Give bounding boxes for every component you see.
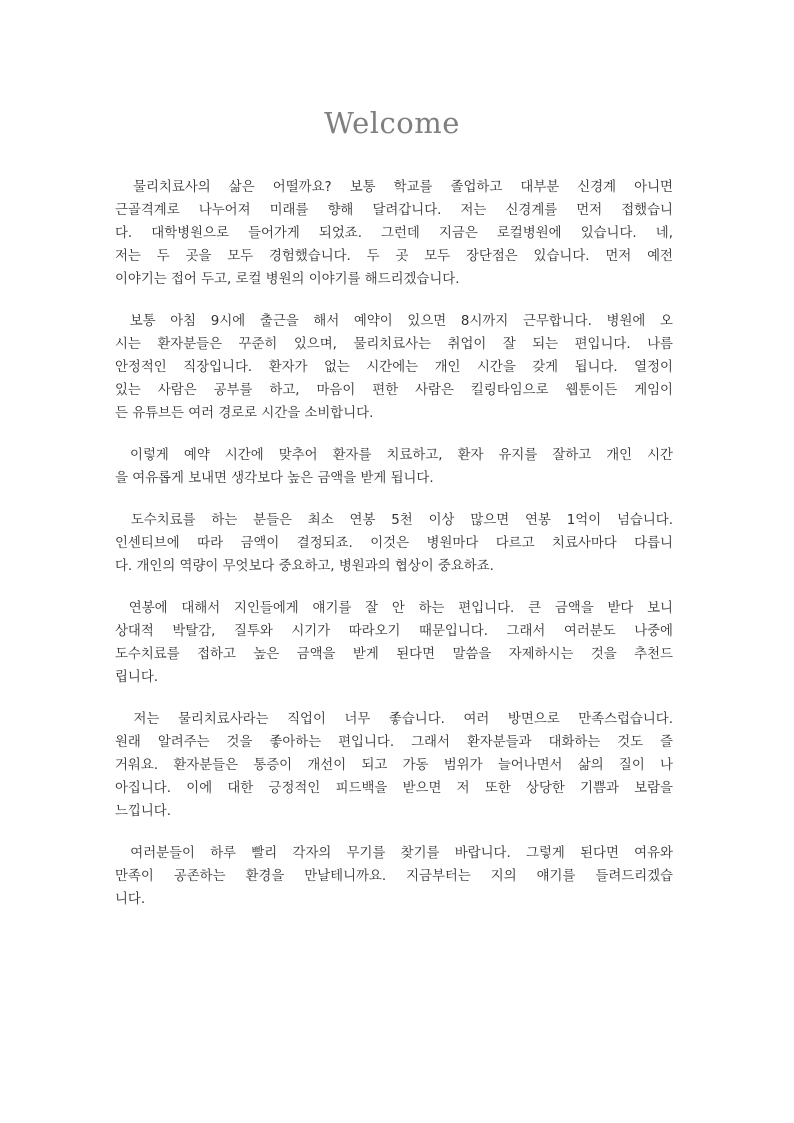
text-line: 니다. [115,892,146,907]
text-line: 연봉에 대해서 지인들에게 얘기를 잘 안 하는 편입니다. 큰 금액을 받다 보니 [115,601,673,616]
text-line: 보통 아침 9시에 출근을 해서 예약이 있으면 8시까지 근무합니다. 병원에 오 [115,314,673,329]
text-line: 도수치료를 하는 분들은 최소 연봉 5천 이상 많으면 연봉 1억이 넘습니다. [115,513,673,528]
text-line: 든 유튜브든 여러 경로로 시간을 소비합니다. [115,406,374,421]
text-line: 물리치료사의 삶은 어떨까요? 보통 학교를 졸업하고 대부분 신경계 아니면 [115,180,673,195]
paragraph-4 [115,509,673,578]
text-line: 저는 물리치료사라는 직업이 너무 좋습니다. 여러 방면으로 만족스럽습니다. [115,712,673,727]
text-line: 안정적인 직장입니다. 환자가 없는 시간에는 개인 시간을 갖게 됩니다. 열정이 [115,360,673,375]
text-line: 여러분들이 하루 빨리 각자의 무기를 찾기를 바랍니다. 그렇게 된다면 여유와 [115,846,673,861]
paragraph-6 [115,708,673,823]
text-line: 만족이 공존하는 환경을 만날테니까요. 지금부터는 지의 얘기를 들려드리겠습 [115,869,673,884]
paragraph-2 [115,310,673,425]
text-line: 을 여유롭게 보내면 생각보다 높은 금액을 받게 됩니다. [115,471,434,486]
text-line: 상대적 박탈감, 질투와 시기가 따라오기 때문입니다. 그래서 여러분도 나중에 [115,624,673,639]
page-title: Welcome [324,106,460,140]
text-line: 원래 알려주는 것을 좋아하는 편입니다. 그래서 환자분들과 대화하는 것도 즐 [115,735,673,750]
paragraph-1 [115,176,673,291]
paragraph-7 [115,842,673,911]
text-line: 저는 두 곳을 모두 경험했습니다. 두 곳 모두 장단점은 있습니다. 먼저 예전 [115,249,673,264]
text-line: 도수치료를 접하고 높은 금액을 받게 된다면 말씀을 자제하시는 것을 추천드 [115,647,673,662]
text-line: 거워요. 환자분들은 통증이 개선이 되고 가동 범위가 늘어나면서 삶의 질이 나 [115,758,673,773]
text-line: 립니다. [115,670,159,685]
paragraph-5 [115,597,673,689]
text-line: 이야기는 접어 두고, 로컬 병원의 이야기를 해드리겠습니다. [115,272,460,287]
text-line: 시는 환자분들은 꾸준히 있으며, 물리치료사는 취업이 잘 되는 편입니다. 나름 [115,337,673,352]
document-body [115,176,673,930]
text-line: 느낍니다. [115,804,171,819]
text-line: 인센티브에 따라 금액이 결정되죠. 이것은 병원마다 다르고 치료사마다 다릅니 [115,536,673,551]
paragraph-3 [115,444,673,490]
text-line: 이렇게 예약 시간에 맞추어 환자를 치료하고, 환자 유지를 잘하고 개인 시간 [115,448,673,463]
text-line: 다. 개인의 역량이 무엇보다 중요하고, 병원과의 협상이 중요하죠. [115,559,494,574]
text-line: 아집니다. 이에 대한 긍정적인 피드백을 받으면 저 또한 상당한 기쁨과 보람을 [115,781,673,796]
text-line: 있는 사람은 공부를 하고, 마음이 편한 사람은 킬링타임으로 웹툰이든 게임이 [115,383,673,398]
text-line: 다. 대학병원으로 들어가게 되었죠. 그런데 지금은 로컬병원에 있습니다. 네, [115,226,673,241]
text-line: 근골격계로 나누어져 미래를 향해 달려갑니다. 저는 신경계를 먼저 접했습니 [115,203,673,218]
